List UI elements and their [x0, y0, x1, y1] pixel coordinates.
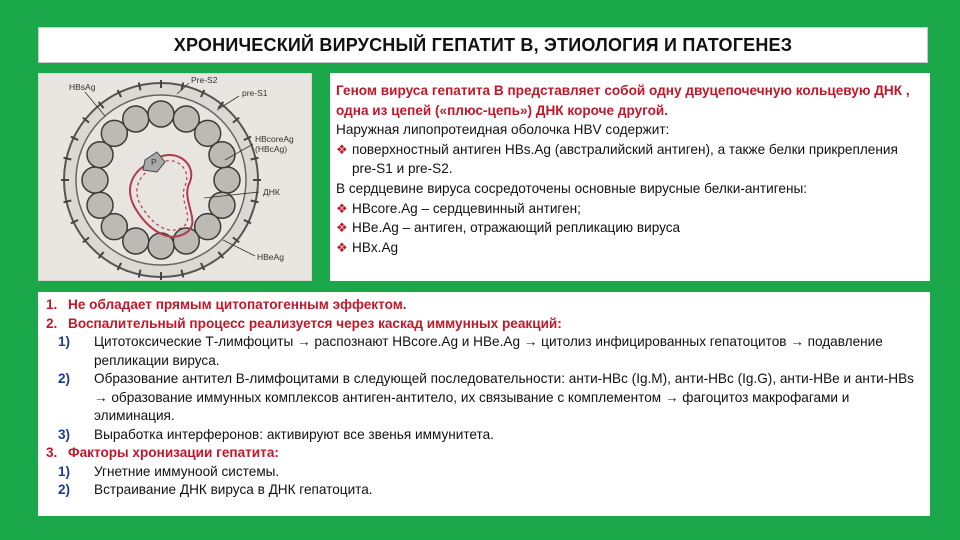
genome-description [330, 73, 930, 281]
page-title: ХРОНИЧЕСКИЙ ВИРУСНЫЙ ГЕПАТИТ В, ЭТИОЛОГИЯ И ПАТОГЕНЕЗ [173, 34, 793, 55]
label-pre-s1: pre-S1 [242, 88, 268, 98]
label-pre-s2: Pre-S2 [191, 75, 218, 85]
point-2 [46, 315, 922, 334]
capsomer [123, 106, 149, 132]
hbv-structure-illustration [39, 74, 311, 280]
pathogenesis-list [38, 292, 930, 516]
core-heading: В сердцевине вируса сосредоточены основные вирусные белки-антигены: [336, 180, 808, 196]
subpoint-text: Выработка интерферонов: активируют все звенья иммунитета. [94, 426, 494, 442]
core-bullet [336, 218, 924, 238]
title-banner [38, 27, 928, 63]
capsomer [214, 167, 240, 193]
point-3 [46, 444, 922, 463]
capsomer [148, 101, 174, 127]
label-hbcag: (HBcAg) [255, 144, 288, 154]
envelope-item: поверхностный антиген HBs.Ag (австралийский антиген), а также белки прикрепления pre-S1 и pre-S2. [352, 141, 898, 177]
label-hbsag: HBsAg [69, 82, 96, 92]
intro-text: Геном вируса гепатита В представляет собой одну двуцепочечную кольцевую ДНК , одна из цепей («плюс-цепь») ДНК короче другой. [336, 83, 910, 118]
subpoint-number: 3) [58, 426, 71, 442]
capsomer [209, 142, 235, 168]
subpoint [46, 370, 922, 426]
capsomer [82, 167, 108, 193]
point-1 [46, 296, 922, 315]
label-hbeag: HBeAg [257, 252, 284, 262]
subpoint-number: 2) [58, 482, 71, 497]
subpoint-number: 2) [58, 371, 71, 386]
core-item: HBx.Ag [352, 239, 399, 255]
point-text: Не обладает прямым цитопатогенным эффектом. [68, 297, 407, 312]
envelope-bullet [336, 140, 924, 179]
bullet-icon: ❖ [336, 239, 348, 255]
subpoint-text: Угнетние иммуноой системы. [94, 463, 280, 479]
core-item: HBcore.Ag – сердцевинный антиген; [352, 200, 581, 216]
point-number: 2. [46, 315, 58, 331]
subpoint-number: 1) [58, 334, 71, 349]
point-number: 1. [46, 297, 58, 312]
core-bullet [336, 199, 924, 219]
bullet-icon: ❖ [336, 200, 348, 216]
subpoint [46, 481, 922, 500]
subpoint-number: 1) [58, 463, 71, 479]
subpoint [46, 463, 922, 482]
subpoint [46, 333, 922, 370]
subpoint [46, 426, 922, 445]
virus-diagram [38, 73, 312, 281]
label-dnk: ДНК [263, 187, 280, 197]
subpoint-text: Цитотоксические Т-лимфоциты → распознают HBcore.Ag и HBe.Ag → цитолиз инфицированных гепатоцитов → подавление репликации вируса. [94, 334, 883, 368]
label-hbcore: HBcoreAg [255, 134, 294, 144]
label-p: P [151, 157, 157, 167]
bullet-icon: ❖ [336, 141, 348, 157]
envelope-heading: Наружная липопротеидная оболочка HBV содержит: [336, 122, 670, 138]
point-number: 3. [46, 445, 58, 460]
bullet-icon: ❖ [336, 220, 348, 236]
core-item: HBe.Ag – антиген, отражающий репликацию вируса [352, 220, 681, 236]
subpoint-text: Встраивание ДНК вируса в ДНК гепатоцита. [94, 482, 373, 497]
subpoint-text: Образование антител В-лимфоцитами в следующей последовательности: анти-НВс (Ig.M), анти-НВс (Ig.G), анти-HBe и анти-HBs → образование иммунных комплексов антиген-антитело, их связывание с комплементом → фагоцитоз макрофагами и элиминация. [94, 371, 914, 423]
capsomer [87, 192, 113, 218]
point-text: Воспалительный процесс реализуется через каскад иммунных реакций: [68, 315, 562, 331]
core-bullet [336, 238, 924, 258]
point-text: Факторы хронизации гепатита: [68, 445, 279, 460]
